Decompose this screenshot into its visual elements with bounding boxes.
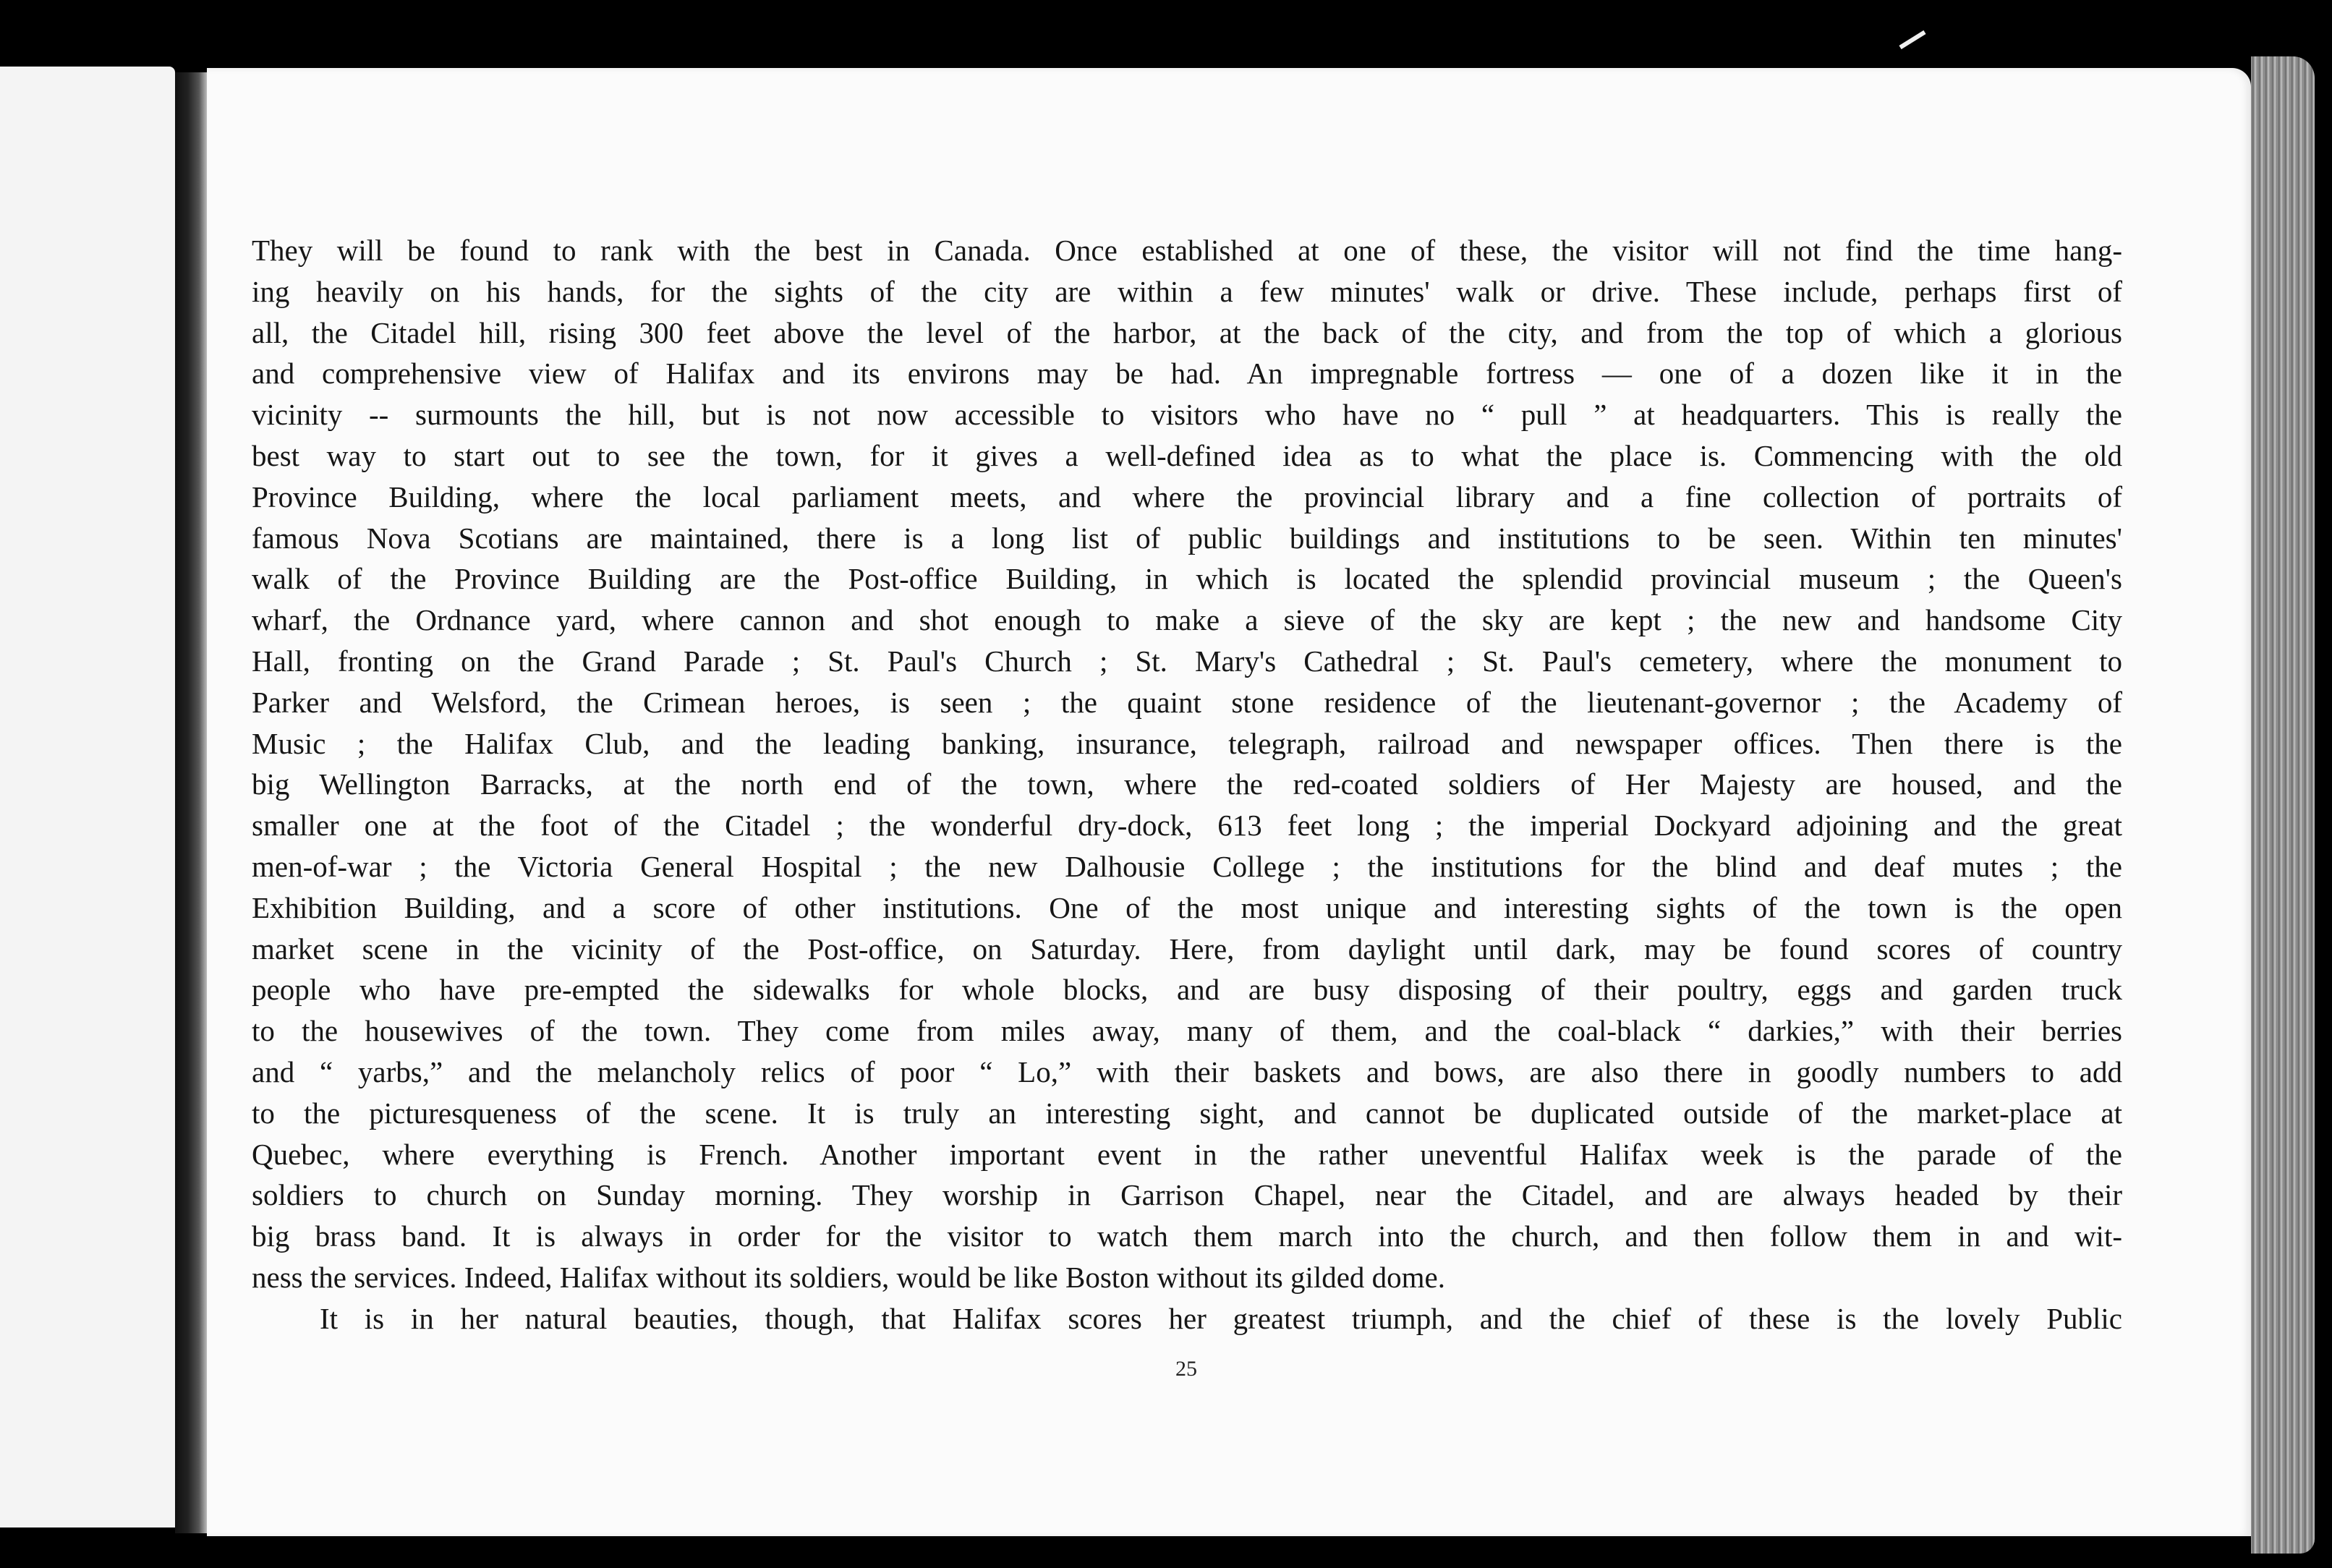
body-text <box>252 230 2122 1339</box>
text-line: big Wellington Barracks, at the north end of the town, where the red-coated soldiers of Her Majesty are housed, and the <box>252 767 2122 801</box>
page-edges <box>2251 56 2315 1554</box>
book-gutter <box>175 72 207 1533</box>
text-line: and “ yarbs,” and the melancholy relics of poor “ Lo,” with their baskets and bows, are also there in goodly numbers to add <box>252 1054 2122 1088</box>
page-number: 25 <box>1175 1357 1197 1381</box>
text-line: ness the services. Indeed, Halifax without its soldiers, would be like Boston without its gilded dome. <box>252 1260 1446 1294</box>
text-line: Parker and Welsford, the Crimean heroes, is seen ; the quaint stone residence of the lieutenant-governor ; the Academy of <box>252 685 2122 719</box>
text-line: men-of-war ; the Victoria General Hospital ; the new Dalhousie College ; the institutions for the blind and deaf mutes ; the <box>252 849 2122 883</box>
text-line: They will be found to rank with the best in Canada. Once established at one of these, the visitor will not find the time hang- <box>252 234 2122 267</box>
text-line: big brass band. It is always in order for the visitor to watch them march into the church, and then follow them in and wit- <box>252 1219 2122 1253</box>
text-line: Province Building, where the local parliament meets, and where the provincial library and a fine collection of portraits of <box>252 480 2122 514</box>
text-line: market scene in the vicinity of the Post-office, on Saturday. Here, from daylight until dark, may be found scores of country <box>252 932 2122 966</box>
text-line: ing heavily on his hands, for the sights of the city are within a few minutes' walk or drive. These include, perhaps first of <box>252 274 2122 308</box>
text-line: to the picturesqueness of the scene. It is truly an interesting sight, and cannot be duplicated outside of the market-place at <box>252 1096 2122 1130</box>
text-line: Music ; the Halifax Club, and the leading banking, insurance, telegraph, railroad and newspaper offices. Then there is the <box>252 726 2122 760</box>
text-line: Exhibition Building, and a score of other institutions. One of the most unique and interesting sights of the town is the open <box>252 890 2122 924</box>
text-line: Hall, fronting on the Grand Parade ; St. Paul's Church ; St. Mary's Cathedral ; St. Paul's cemetery, where the monument to <box>252 644 2122 678</box>
text-line: It is in her natural beauties, though, that Halifax scores her greatest triumph, and the chief of these is the lovely Public <box>320 1301 2122 1335</box>
text-line: Quebec, where everything is French. Another important event in the rather uneventful Halifax week is the parade of the <box>252 1137 2122 1171</box>
text-line: walk of the Province Building are the Post-office Building, in which is located the splendid provincial museum ; the Queen's <box>252 562 2122 596</box>
left-page <box>0 67 175 1527</box>
text-line: and comprehensive view of Halifax and its environs may be had. An impregnable fortress — one of a dozen like it in the <box>252 357 2122 391</box>
text-line: soldiers to church on Sunday morning. They worship in Garrison Chapel, near the Citadel, and are always headed by their <box>252 1178 2122 1212</box>
text-line: smaller one at the foot of the Citadel ; the wonderful dry-dock, 613 feet long ; the imperial Dockyard adjoining and the great <box>252 809 2122 843</box>
text-line: all, the Citadel hill, rising 300 feet above the level of the harbor, at the back of the city, and from the top of which a glorious <box>252 315 2122 349</box>
text-line: vicinity -- surmounts the hill, but is not now accessible to visitors who have no “ pull ” at headquarters. This is really the <box>252 398 2122 432</box>
text-line: famous Nova Scotians are maintained, there is a long list of public buildings and institutions to be seen. Within ten minutes' <box>252 521 2122 555</box>
text-line: people who have pre-empted the sidewalks for whole blocks, and are busy disposing of their poultry, eggs and garden truck <box>252 973 2122 1007</box>
text-line: wharf, the Ordnance yard, where cannon and shot enough to make a sieve of the sky are kept ; the new and handsome City <box>252 603 2122 637</box>
scan-mark <box>1899 30 1925 49</box>
text-line: to the housewives of the town. They come from miles away, many of them, and the coal-black “ darkies,” with their berries <box>252 1014 2122 1048</box>
text-line: best way to start out to see the town, for it gives a well-defined idea as to what the place is. Commencing with the old <box>252 438 2122 472</box>
